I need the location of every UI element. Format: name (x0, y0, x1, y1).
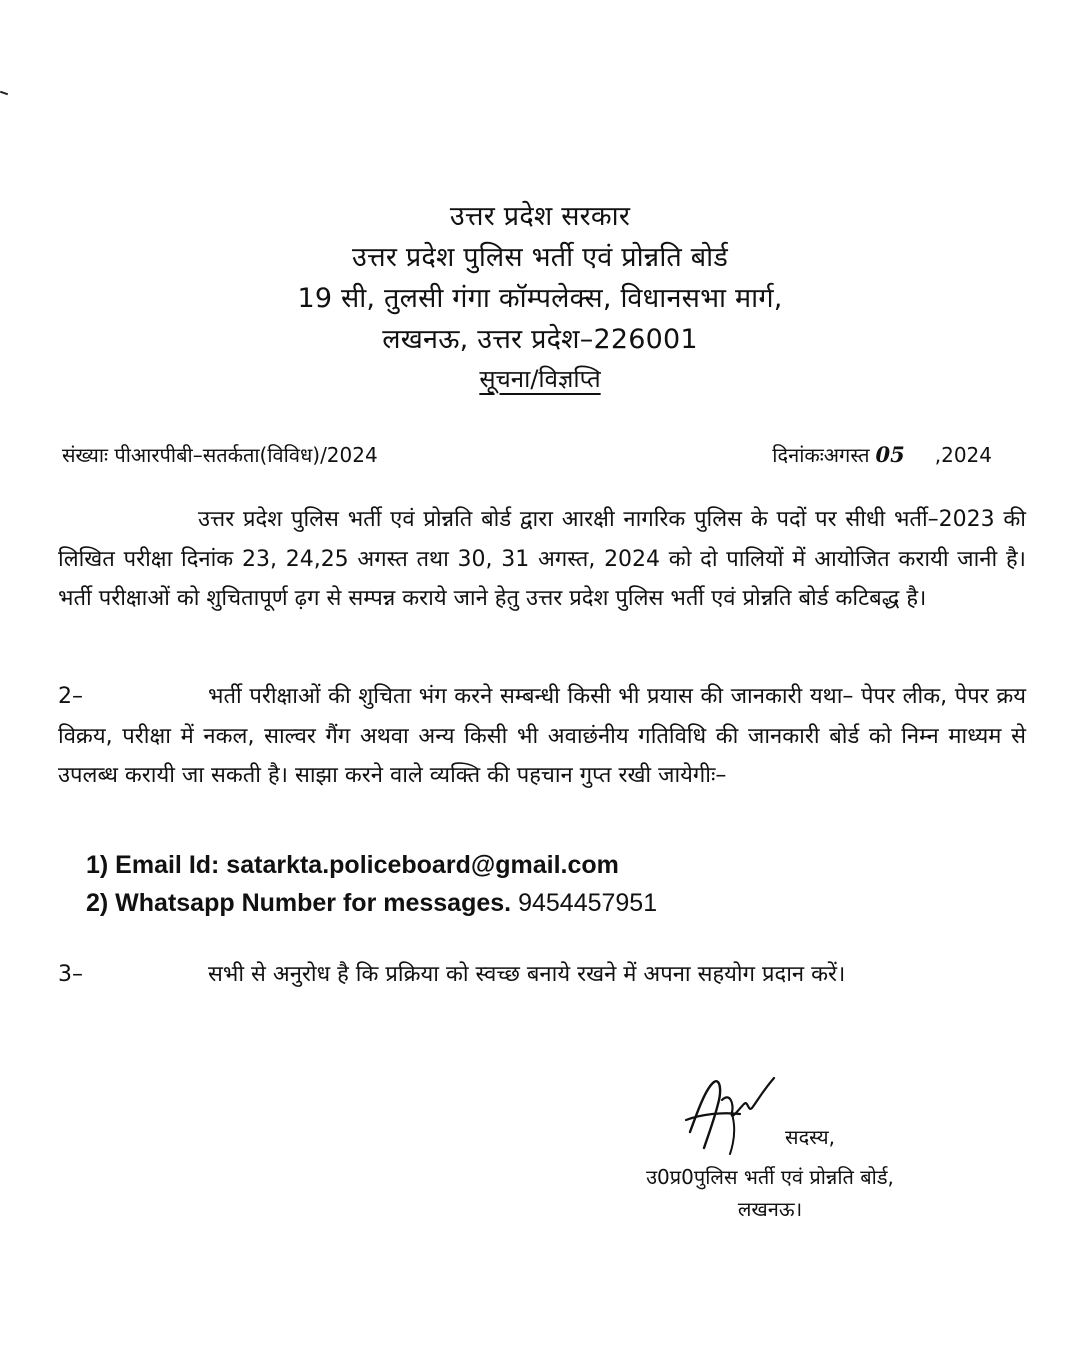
paragraph-1: उत्तर प्रदेश पुलिस भर्ती एवं प्रोन्नति बोर्ड द्वारा आरक्षी नागरिक पुलिस के पदों पर सीधी भर्ती–2023 की लिखित परीक्षा दिनांक 23, 24,25 अगस्त तथा 30, 31 अगस्त, 2024 को दो पालियों में आयोजित करायी जानी है। भर्ती परीक्षाओं को शुचितापूर्ण ढ़ग से सम्पन्न कराये जाने हेतु उत्तर प्रदेश पुलिस भर्ती एवं प्रोन्नति बोर्ड कटिबद्ध है। (58, 507, 1026, 611)
signatory-city: लखनऊ। (737, 1197, 803, 1221)
reference-date (772, 438, 992, 472)
reference-number: संख्याः पीआरपीबी–सतर्कता(विविध)/2024 (62, 443, 378, 467)
paragraph-3 (58, 955, 1026, 995)
notice-title (0, 362, 1080, 396)
letterhead-board-name: उत्तर प्रदेश पुलिस भर्ती एवं प्रोन्नति बोर्ड (351, 242, 729, 273)
signatory-organization: उ0प्र0पुलिस भर्ती एवं प्रोन्नति बोर्ड, (646, 1165, 894, 1189)
date-day-handwritten: 05 (875, 442, 905, 467)
contact-email: 1) Email Id: satarkta.policeboard@gmail.com (86, 851, 619, 879)
reference-row (62, 438, 992, 472)
letterhead (0, 196, 1080, 360)
notice-title-text: सूचना/विज्ञप्ति (479, 365, 601, 393)
letterhead-address: 19 सी, तुलसी गंगा कॉम्पलेक्स, विधानसभा मार्ग, (297, 283, 783, 314)
letterhead-city-pincode: लखनऊ, उत्तर प्रदेश–226001 (382, 324, 698, 355)
contact-whatsapp (86, 884, 657, 922)
letterhead-government: उत्तर प्रदेश सरकार (449, 201, 631, 232)
paragraph-2-text: भर्ती परीक्षाओं की शुचिता भंग करने सम्बन्धी किसी भी प्रयास की जानकारी यथा– पेपर लीक, पेपर क्रय विक्रय, परीक्षा में नकल, साल्वर गैंग अथवा अन्य किसी भी अवाछंनीय गतिविधि की जानकारी बोर्ड को निम्न माध्यम से उपलब्ध करायी जा सकती है। साझा करने वाले व्यक्ति की पहचान गुप्त रखी जायेगीः– (58, 684, 1026, 788)
contact-whatsapp-number: 9454457951 (518, 889, 658, 917)
signature-block (560, 1070, 980, 1230)
contact-whatsapp-label: 2) Whatsapp Number for messages. (86, 889, 512, 917)
contact-list (86, 846, 657, 922)
date-year: ,2024 (934, 443, 992, 467)
paragraph-3-text: सभी से अनुरोध है कि प्रक्रिया को स्वच्छ बनाये रखने में अपना सहयोग प्रदान करें। (208, 962, 846, 987)
page-edge-mark (0, 91, 8, 96)
date-prefix: दिनांकःअगस्त (772, 443, 870, 467)
signatory-designation: सदस्य, (785, 1125, 835, 1149)
paragraph-2-number: 2– (58, 684, 83, 709)
paragraph-2 (58, 677, 1026, 796)
paragraph-3-number: 3– (58, 962, 83, 987)
